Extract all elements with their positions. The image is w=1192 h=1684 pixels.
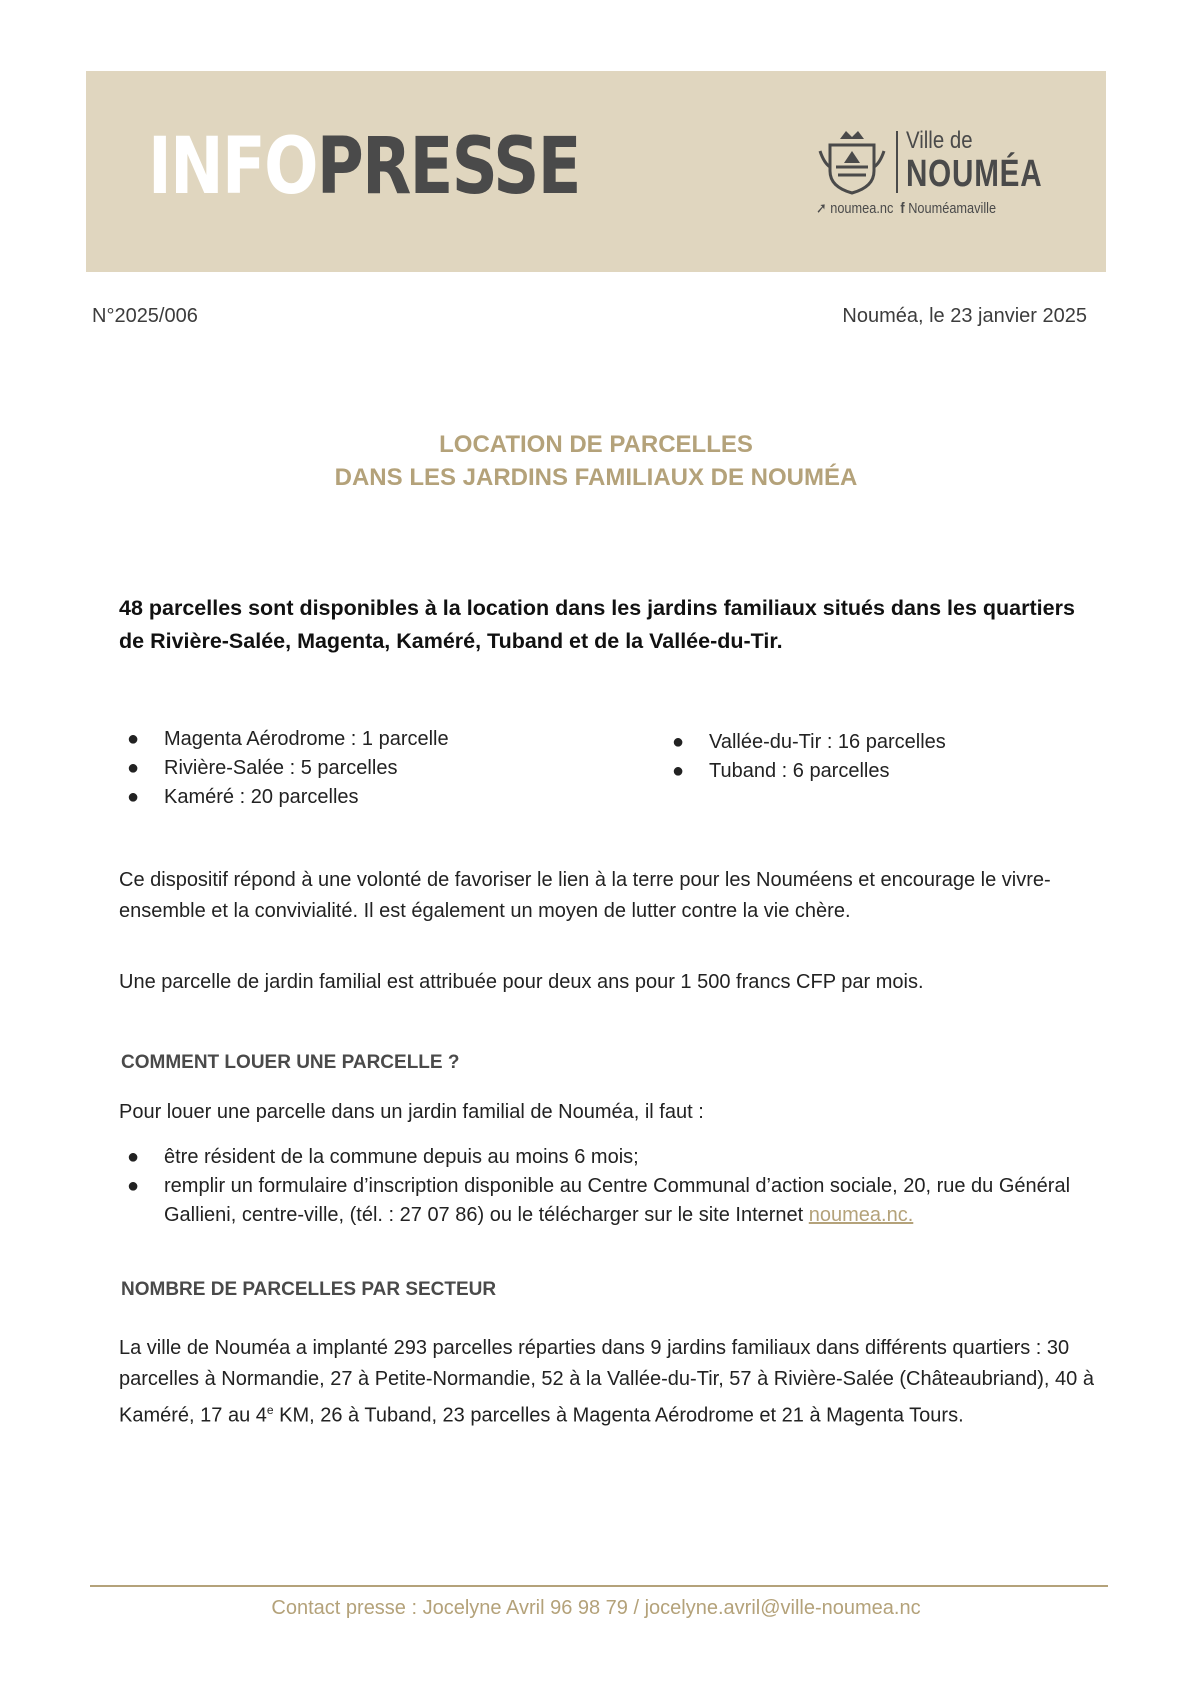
brand-presse: PRESSE	[316, 122, 580, 212]
parcel-list-left	[119, 725, 449, 812]
logo-links	[816, 199, 996, 217]
list-item: ● être résident de la commune depuis au moins 6 mois;	[119, 1143, 1109, 1172]
section-heading-rent: COMMENT LOUER UNE PARCELLE ?	[121, 1052, 460, 1073]
send-icon: ➚	[816, 200, 827, 217]
bullet-icon: ●	[672, 731, 685, 753]
header-banner	[86, 71, 1106, 272]
brand-info: INFO	[148, 122, 317, 212]
bullet-icon: ●	[127, 757, 140, 779]
section-sectors-body: La ville de Nouméa a implanté 293 parcelles réparties dans 9 jardins familiaux dans différents quartiers : 30 parcelles à Normandie, 27 à Petite-Normandie, 52 à la Vallée-du-Tir, 57 à Rivière-Salée (Châteaubriand), 40 à Kaméré, 17 au 4e KM, 26 à Tuband, 23 parcelles à Magenta Aérodrome et 21 à Magenta Tours.	[119, 1337, 1094, 1427]
paragraph-purpose: Ce dispositif répond à une volonté de favoriser le lien à la terre pour les Nouméens et encourage le vivre-ensemble et la convivialité. Il est également un moyen de lutter contre la vie chère.	[119, 869, 1051, 922]
city-crest-icon	[816, 127, 888, 197]
bullet-icon: ●	[127, 1175, 140, 1197]
parcel-list-right	[664, 728, 946, 786]
paragraph-price: Une parcelle de jardin familial est attribuée pour deux ans pour 1 500 francs CFP par mois.	[119, 971, 924, 993]
list-item: ● Magenta Aérodrome : 1 parcelle	[119, 725, 449, 754]
section-rent-intro: Pour louer une parcelle dans un jardin familial de Nouméa, il faut :	[119, 1101, 704, 1123]
press-release-number: N°2025/006	[92, 305, 198, 327]
ville-de-noumea-logo	[816, 127, 1056, 217]
page-title	[0, 428, 1192, 494]
bullet-icon: ●	[127, 728, 140, 750]
list-item: ● Tuband : 6 parcelles	[664, 757, 946, 786]
logo-divider	[896, 131, 898, 193]
title-line-1: LOCATION DE PARCELLES	[439, 431, 753, 458]
footer-divider	[90, 1585, 1108, 1587]
press-release-date: Nouméa, le 23 janvier 2025	[842, 305, 1087, 327]
logo-ville-de: Ville de	[906, 127, 973, 154]
logo-noumea: NOUMÉA	[906, 153, 1043, 195]
list-item: ● Rivière-Salée : 5 parcelles	[119, 754, 449, 783]
title-line-2: DANS LES JARDINS FAMILIAUX DE NOUMÉA	[334, 464, 858, 491]
noumea-website-link[interactable]: noumea.nc.	[808, 1204, 914, 1226]
press-contact: Contact presse : Jocelyne Avril 96 98 79 / jocelyne.avril@ville-noumea.nc	[271, 1597, 921, 1619]
bullet-icon: ●	[127, 1146, 140, 1168]
bullet-icon: ●	[127, 786, 140, 808]
requirements-list	[119, 1143, 1109, 1230]
lead-paragraph: 48 parcelles sont disponibles à la location dans les jardins familiaux situés dans les quartiers de Rivière-Salée, Magenta, Kaméré, Tuband et de la Vallée-du-Tir.	[119, 596, 1075, 653]
bullet-icon: ●	[672, 760, 685, 782]
list-item: ● Vallée-du-Tir : 16 parcelles	[664, 728, 946, 757]
section-heading-sectors: NOMBRE DE PARCELLES PAR SECTEUR	[121, 1279, 497, 1300]
facebook-icon: f	[900, 200, 905, 217]
logo-social: Nouméamaville	[908, 200, 997, 217]
list-item: ● Kaméré : 20 parcelles	[119, 783, 449, 812]
list-item: ● remplir un formulaire d’inscription disponible au Centre Communal d’action sociale, 20, rue du Général Gallieni, centre-ville, (tél. : 27 07 86) ou le télécharger sur le site Internet noumea.nc.	[119, 1172, 1109, 1230]
info-presse-wordmark	[148, 122, 580, 212]
logo-site: noumea.nc	[830, 200, 894, 217]
